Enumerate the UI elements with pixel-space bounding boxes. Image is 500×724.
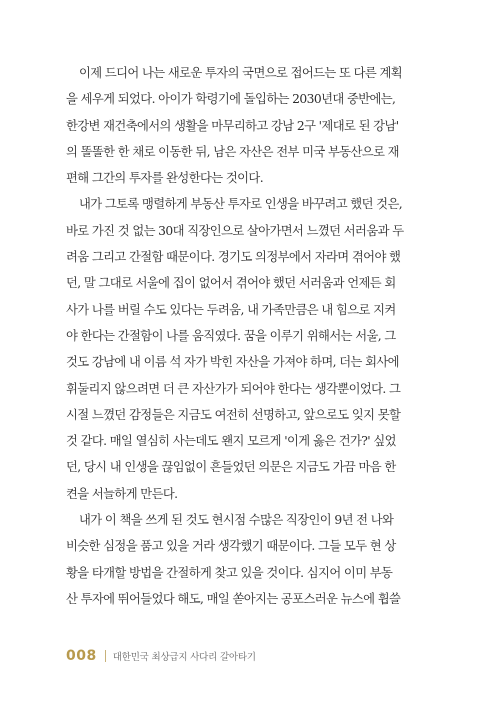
running-title: 대한민국 최상급지 사다리 갈아타기	[112, 652, 256, 663]
paragraph-line: 내가 이 책을 쓰게 된 것도 현시점 수많은 직장인이 9년 전 나와	[79, 513, 394, 528]
paragraph-line: 던, 말 그대로 서울에 집이 없어서 겪어야 했던 서러움과 언제든 회	[66, 276, 396, 291]
paragraph-line: 내가 그토록 맹렬하게 부동산 투자로 인생을 바꾸려고 했던 것은,	[79, 197, 403, 212]
paragraph-line: 이제 드디어 나는 새로운 투자의 국면으로 접어드는 또 다른 계획	[79, 66, 403, 80]
paragraph-line: 던, 당시 내 인생을 끊임없이 흔들었던 의문은 지금도 가끔 마음 한	[66, 460, 396, 475]
footer-divider	[105, 650, 106, 662]
paragraph-line: 켠을 서늘하게 만든다.	[66, 486, 178, 501]
page-number: 008	[66, 648, 97, 664]
paragraph-line: 휘둘리지 않으려면 더 큰 자산가가 되어야 한다는 생각뿐이었다. 그	[66, 381, 401, 396]
paragraph-line: 것도 강남에 내 이름 석 자가 박힌 자산을 가져야 하며, 더는 회사에	[66, 355, 399, 370]
paragraph-line: 을 세우게 되었다. 아이가 학령기에 돌입하는 2030년대 중반에는,	[66, 92, 396, 107]
paragraph-line: 비슷한 심정을 품고 있을 거라 생각했기 때문이다. 그들 모두 현 상	[66, 539, 396, 554]
paragraph-line: 황을 타개할 방법을 간절하게 찾고 있을 것이다. 심지어 이미 부동	[66, 565, 393, 580]
paragraph-line: 바로 가진 것 없는 30대 직장인으로 살아가면서 느꼈던 서러움과 두	[66, 223, 404, 238]
paragraph-line: 사가 나를 버릴 수도 있다는 두려움, 내 가족만큼은 내 힘으로 지켜	[66, 302, 396, 317]
page-footer	[66, 647, 256, 665]
paragraph-line: 편해 그간의 투자를 완성한다는 것이다.	[66, 171, 264, 186]
body-text	[66, 60, 406, 612]
paragraph-line: 것 같다. 매일 열심히 사는데도 왠지 모르게 '이게 옳은 건가?' 싶었	[66, 434, 396, 449]
paragraph-line: 산 투자에 뛰어들었다 해도, 매일 쏟아지는 공포스러운 뉴스에 휩쓸	[66, 591, 401, 606]
paragraph-line: 시절 느꼈던 감정들은 지금도 여전히 선명하고, 앞으로도 잊지 못할	[66, 407, 401, 422]
paragraph-line: 한강변 재건축에서의 생활을 마무리하고 강남 2구 '제대로 된 강남'	[66, 118, 399, 133]
paragraph-line: 야 한다는 간절함이 나를 움직였다. 꿈을 이루기 위해서는 서울, 그	[66, 328, 396, 343]
paragraph-line: 의 똘똘한 한 채로 이동한 뒤, 남은 자산은 전부 미국 부동산으로 재	[66, 144, 399, 159]
paragraph-line: 려움 그리고 간절함 때문이다. 경기도 의정부에서 자라며 겪어야 했	[66, 250, 401, 265]
